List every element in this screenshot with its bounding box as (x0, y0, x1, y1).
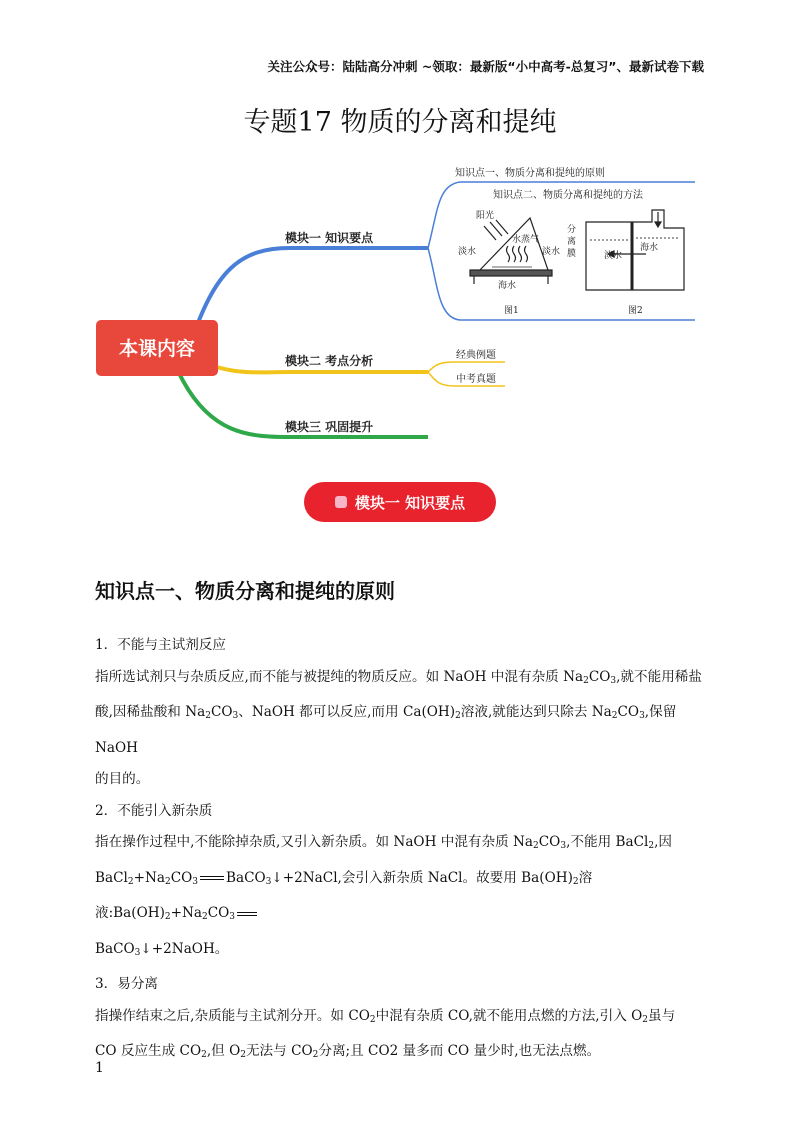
branch-curve-1 (190, 248, 428, 345)
fig1-fresh-left-label: 淡水 (458, 247, 477, 257)
principle-3-heading: 3．易分离 (95, 976, 159, 992)
principle-1-text: 指所选试剂只与杂质反应,而不能与被提纯的物质反应。如 NaOH 中混有杂质 $Na_2CO_3$,就不能用稀盐 酸,因稀盐酸和 $Na_2CO_3$、NaOH 都可以反应,而用 $Ca(OH)_2$溶液,就能达到只除去 $Na_2CO_3$,保留 NaOH 的目的。 (95, 668, 702, 787)
body-text (95, 630, 707, 1072)
fig1-sea-label: 海水 (498, 281, 517, 291)
fig1-sun-label: 阳光 (476, 211, 495, 221)
leaf-label-2: 知识点二、物质分离和提纯的方法 (493, 190, 643, 201)
fig2-membrane-label-3: 膜 (567, 249, 577, 259)
principle-3-text: 指操作结束之后,杂质能与主试剂分开。如 $CO_2$中混有杂质 CO,就不能用点燃的方法,引入 $O_2$虽与 CO 反应生成 $CO_2$,但 $O_2$无法与 $CO_2$分离;且 CO2 量多而 CO 量少时,也无法点燃。 (95, 1007, 676, 1060)
fig2-membrane-label-1: 分 (567, 225, 577, 235)
leaf-label-1: 知识点一、物质分离和提纯的原则 (455, 168, 605, 179)
principle-2-heading: 2．不能引入新杂质 (95, 802, 213, 819)
mind-map (0, 150, 800, 450)
fig1-fresh-right-label: 淡水 (542, 247, 561, 257)
module-badge-label: 模块一 知识要点 (354, 493, 466, 512)
principle-1-heading: 1．不能与主试剂反应 (95, 637, 226, 653)
fig2-fresh-label: 淡水 (604, 251, 623, 261)
page-header: 关注公众号：陆陆高分冲刺 ~领取：最新版“小中高考-总复习”、最新试卷下载 (267, 59, 704, 74)
flower-icon (335, 496, 347, 508)
branch-label-2: 模块二 考点分析 (285, 354, 374, 368)
fig2-caption: 图2 (628, 306, 643, 316)
leaf-label-4: 中考真题 (456, 374, 496, 385)
fig2-sea-label: 海水 (640, 243, 659, 253)
center-node-label: 本课内容 (118, 338, 196, 360)
branch-label-1: 模块一 知识要点 (285, 231, 374, 245)
module-badge (304, 482, 496, 522)
leaf-label-3: 经典例题 (456, 350, 496, 361)
fig2-membrane-label-2: 离 (567, 237, 577, 247)
figure-2 (586, 210, 684, 290)
page-number: 1 (95, 1060, 104, 1076)
page-title: 专题17 物质的分离和提纯 (243, 107, 557, 138)
principle-2-text: 指在操作过程中,不能除掉杂质,又引入新杂质。如 NaOH 中混有杂质 $Na_2CO_3$,不能用 BaCl$_2$,因 $BaCl_2+Na_2CO_3$ BaCO$_3$↓+2NaCl,会引入新杂质 NaCl。故要用 $Ba(OH)_2$溶液$:Ba(OH)_2+Na_2CO_3$ BaCO$_3$↓+2NaOH。 (95, 834, 672, 958)
fig1-vapor-label: 水蒸气 (512, 235, 540, 245)
fig1-caption: 图1 (504, 306, 519, 316)
branch-label-3: 模块三 巩固提升 (285, 420, 374, 434)
section-heading: 知识点一、物质分离和提纯的原则 (95, 579, 395, 603)
figure-1 (470, 218, 552, 284)
